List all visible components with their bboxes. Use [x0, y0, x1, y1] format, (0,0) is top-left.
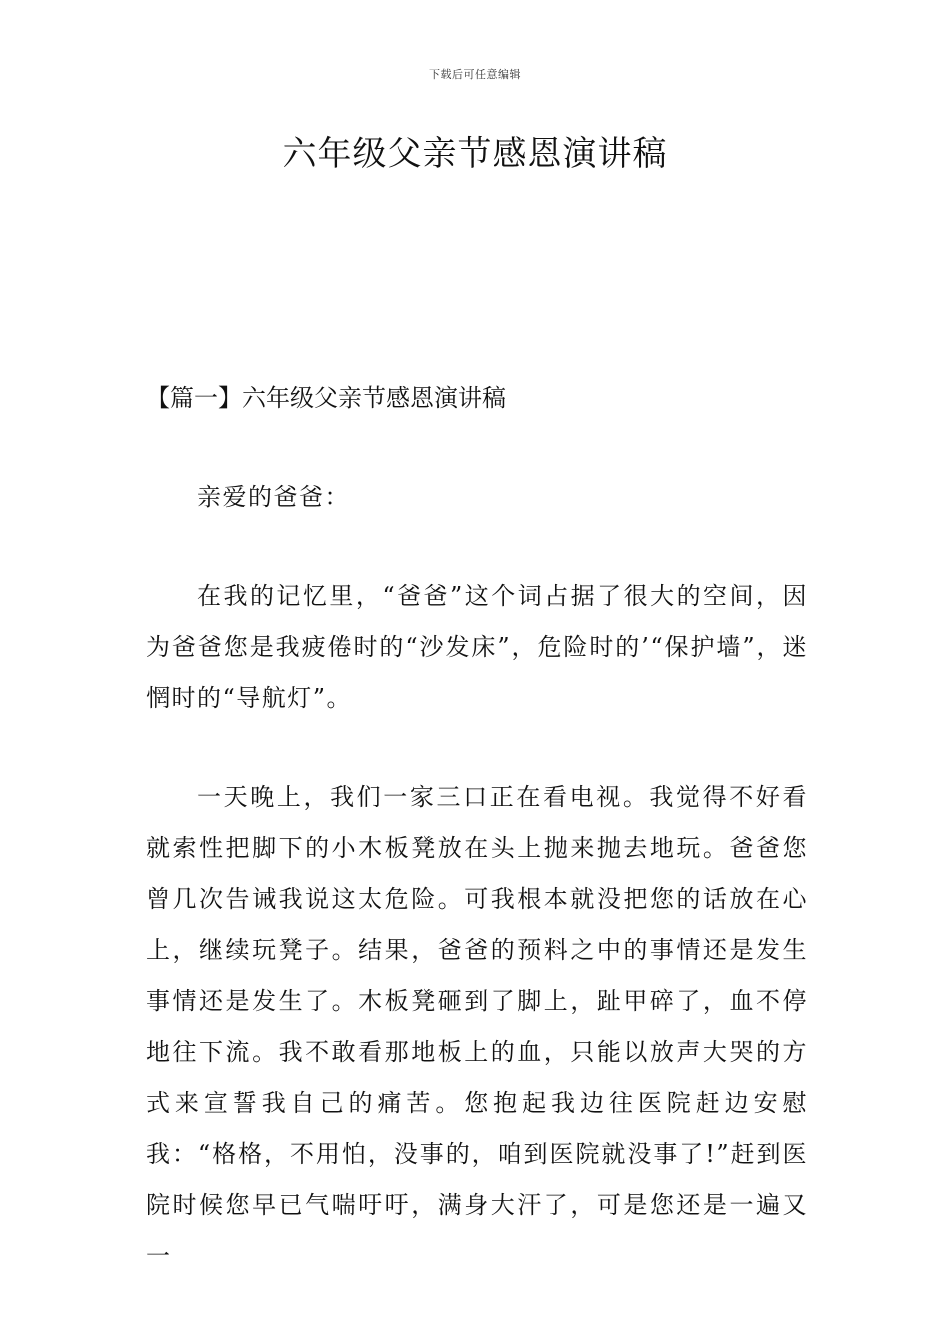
document-title: 六年级父亲节感恩演讲稿	[282, 134, 668, 174]
section-heading: 【篇一】六年级父亲节感恩演讲稿	[146, 384, 506, 412]
paragraph: 在我的记忆里，“爸爸”这个词占据了很大的空间，因为爸爸您是我疲倦时的“沙发床”，危险时的’“保护墙”，迷惘时的“导航灯”。	[146, 582, 808, 712]
salutation: 亲爱的爸爸：	[197, 483, 350, 511]
header-note: 下载后可任意编辑	[429, 68, 521, 81]
paragraph: 一天晚上，我们一家三口正在看电视。我觉得不好看就索性把脚下的小木板凳放在头上抛来抛去地玩。爸爸您曾几次告诫我说这太危险。可我根本就没把您的话放在心上，继续玩凳子。结果，爸爸的预料之中的事情还是发生事情还是发生了。木板凳砸到了脚上，趾甲碎了，血不停地往下流。我不敢看那地板上的血，只能以放声大哭的方式来宣誓我自己的痛苦。您抱起我边往医院赶边安慰我：“格格，不用怕，没事的，咱到医院就没事了!”赶到医院时候您早已气喘吁吁，满身大汗了，可是您还是一遍又一	[146, 783, 808, 1270]
